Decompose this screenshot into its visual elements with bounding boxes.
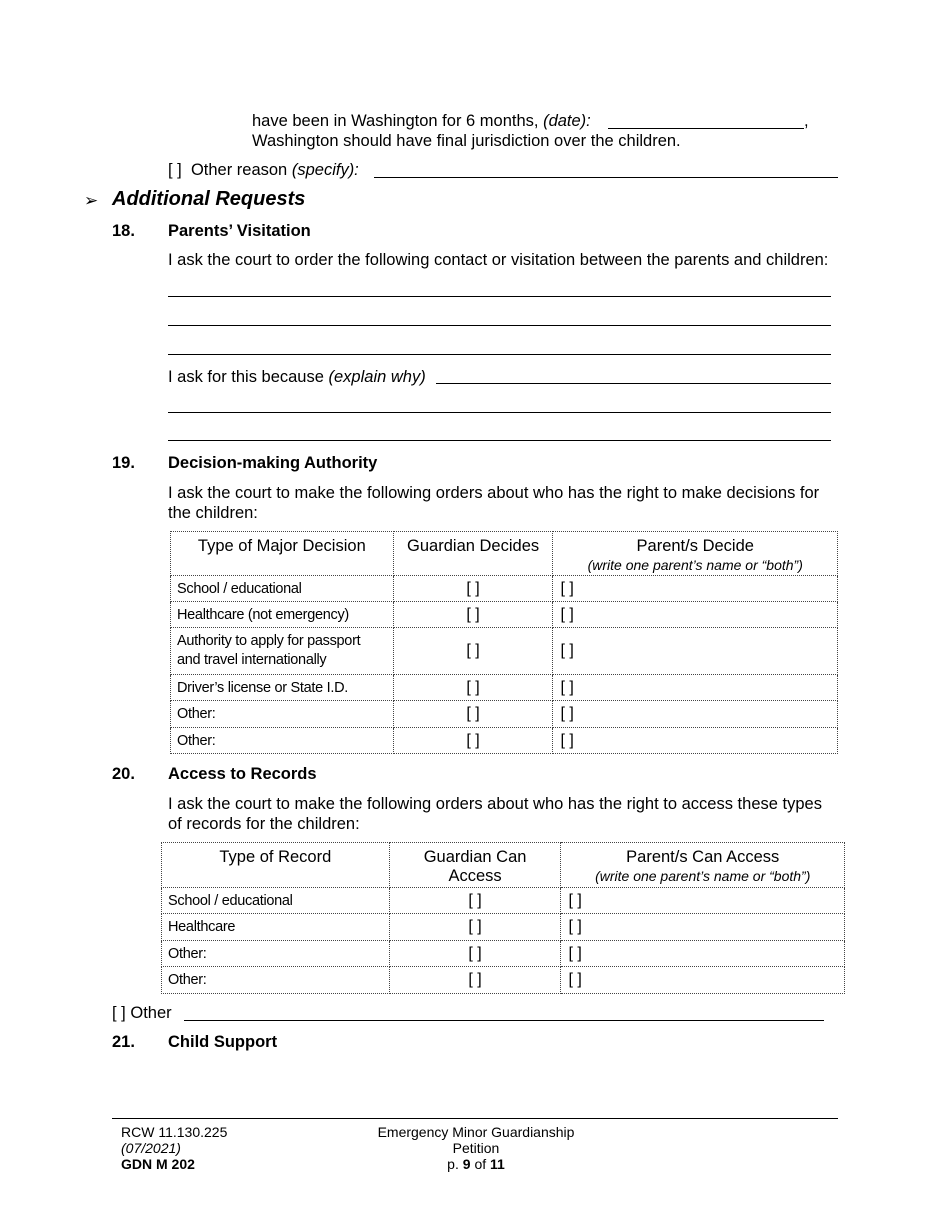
guardian-checkbox[interactable]: [ ]: [389, 941, 561, 967]
other-request-row: [ ] Other: [112, 1004, 172, 1022]
guardian-checkbox[interactable]: [ ]: [393, 576, 553, 602]
decision-header-guardian: Guardian Decides: [393, 532, 553, 576]
visitation-line-2[interactable]: [168, 325, 831, 326]
because-line-2[interactable]: [168, 412, 831, 413]
table-row: Driver’s license or State I.D. [ ] [ ]: [171, 675, 838, 701]
table-row: Healthcare (not emergency) [ ] [ ]: [171, 602, 838, 628]
section-20-number: 20.: [112, 765, 135, 783]
parent-checkbox[interactable]: [ ]: [561, 941, 845, 967]
guardian-checkbox[interactable]: [ ]: [389, 967, 561, 994]
parent-checkbox[interactable]: [ ]: [553, 576, 838, 602]
other-request-checkbox[interactable]: [ ]: [112, 1004, 126, 1022]
because-label: I ask for this because (explain why): [168, 368, 426, 386]
parent-checkbox[interactable]: [ ]: [553, 701, 838, 728]
table-row: School / educational [ ] [ ]: [171, 576, 838, 602]
footer-date: (07/2021): [121, 1140, 181, 1156]
table-row: School / educational [ ] [ ]: [162, 888, 845, 914]
guardian-checkbox[interactable]: [ ]: [393, 602, 553, 628]
decision-header-type: Type of Major Decision: [171, 532, 394, 576]
decision-table-header: [171, 532, 838, 576]
footer-divider: [112, 1118, 838, 1119]
section-20-title: Access to Records: [168, 765, 317, 783]
footer-left: [121, 1124, 227, 1172]
records-header-guardian: Guardian Can Access: [389, 843, 561, 888]
parent-checkbox[interactable]: [ ]: [561, 967, 845, 994]
parent-checkbox[interactable]: [ ]: [553, 728, 838, 754]
section-19-intro: I ask the court to make the following orders about who has the right to make decisions for the children:: [168, 484, 820, 522]
section-21-title: Child Support: [168, 1033, 278, 1051]
footer-title-1: Emergency Minor Guardianship: [377, 1124, 575, 1140]
decision-table: [170, 531, 838, 754]
section-18-title: Parents’ Visitation: [168, 222, 311, 240]
table-row: Other: [ ] [ ]: [171, 701, 838, 728]
guardian-checkbox[interactable]: [ ]: [389, 888, 561, 914]
section-18-intro: I ask the court to order the following contact or visitation between the parents and children:: [168, 251, 829, 269]
parent-checkbox[interactable]: [ ]: [561, 888, 845, 914]
other-reason-line[interactable]: [374, 177, 838, 178]
other-reason-row: [ ] Other reason (specify):: [168, 161, 359, 179]
records-table-header: [162, 843, 845, 888]
footer-form-number: GDN M 202: [121, 1156, 195, 1172]
date-field-line[interactable]: [608, 128, 804, 129]
table-row: Other: [ ] [ ]: [162, 941, 845, 967]
table-row: Other: [ ] [ ]: [162, 967, 845, 994]
parent-checkbox[interactable]: [ ]: [553, 675, 838, 701]
continuation-comma: ,: [804, 112, 809, 130]
footer-center: [326, 1124, 626, 1172]
table-row: Authority to apply for passport and travel internationally [ ] [ ]: [171, 628, 838, 675]
section-21-number: 21.: [112, 1033, 135, 1051]
because-line-1[interactable]: [436, 383, 831, 384]
footer-rcw: RCW 11.130.225: [121, 1124, 228, 1140]
records-header-type: Type of Record: [162, 843, 390, 888]
continuation-line-1: have been in Washington for 6 months, (date):: [252, 112, 591, 130]
records-header-parent: Parent/s Can Access (write one parent’s name or “both”): [561, 843, 845, 888]
because-line-3[interactable]: [168, 440, 831, 441]
parent-checkbox[interactable]: [ ]: [553, 602, 838, 628]
guardian-checkbox[interactable]: [ ]: [393, 728, 553, 754]
section-18-number: 18.: [112, 222, 135, 240]
section-title: Additional Requests: [112, 188, 306, 210]
section-19-title: Decision-making Authority: [168, 454, 378, 472]
section-20-intro: I ask the court to make the following orders about who has the right to access these types of records for the children:: [168, 795, 822, 833]
guardian-checkbox[interactable]: [ ]: [393, 701, 553, 728]
parent-checkbox[interactable]: [ ]: [561, 914, 845, 941]
table-row: Other: [ ] [ ]: [171, 728, 838, 754]
table-row: Healthcare [ ] [ ]: [162, 914, 845, 941]
guardian-checkbox[interactable]: [ ]: [389, 914, 561, 941]
footer-title-2: Petition: [452, 1140, 500, 1156]
records-table: [161, 842, 845, 994]
visitation-line-1[interactable]: [168, 296, 831, 297]
footer-page: p. 9 of 11: [447, 1156, 505, 1172]
parent-checkbox[interactable]: [ ]: [553, 628, 838, 675]
decision-header-parent: Parent/s Decide (write one parent’s name or “both”): [553, 532, 838, 576]
arrow-bullet-icon: ➢: [84, 191, 99, 210]
section-19-number: 19.: [112, 454, 135, 472]
other-reason-checkbox[interactable]: [ ]: [168, 161, 182, 179]
visitation-line-3[interactable]: [168, 354, 831, 355]
continuation-line-2: Washington should have final jurisdiction over the children.: [252, 132, 681, 150]
guardian-checkbox[interactable]: [ ]: [393, 675, 553, 701]
other-request-line[interactable]: [184, 1020, 824, 1021]
guardian-checkbox[interactable]: [ ]: [393, 628, 553, 675]
